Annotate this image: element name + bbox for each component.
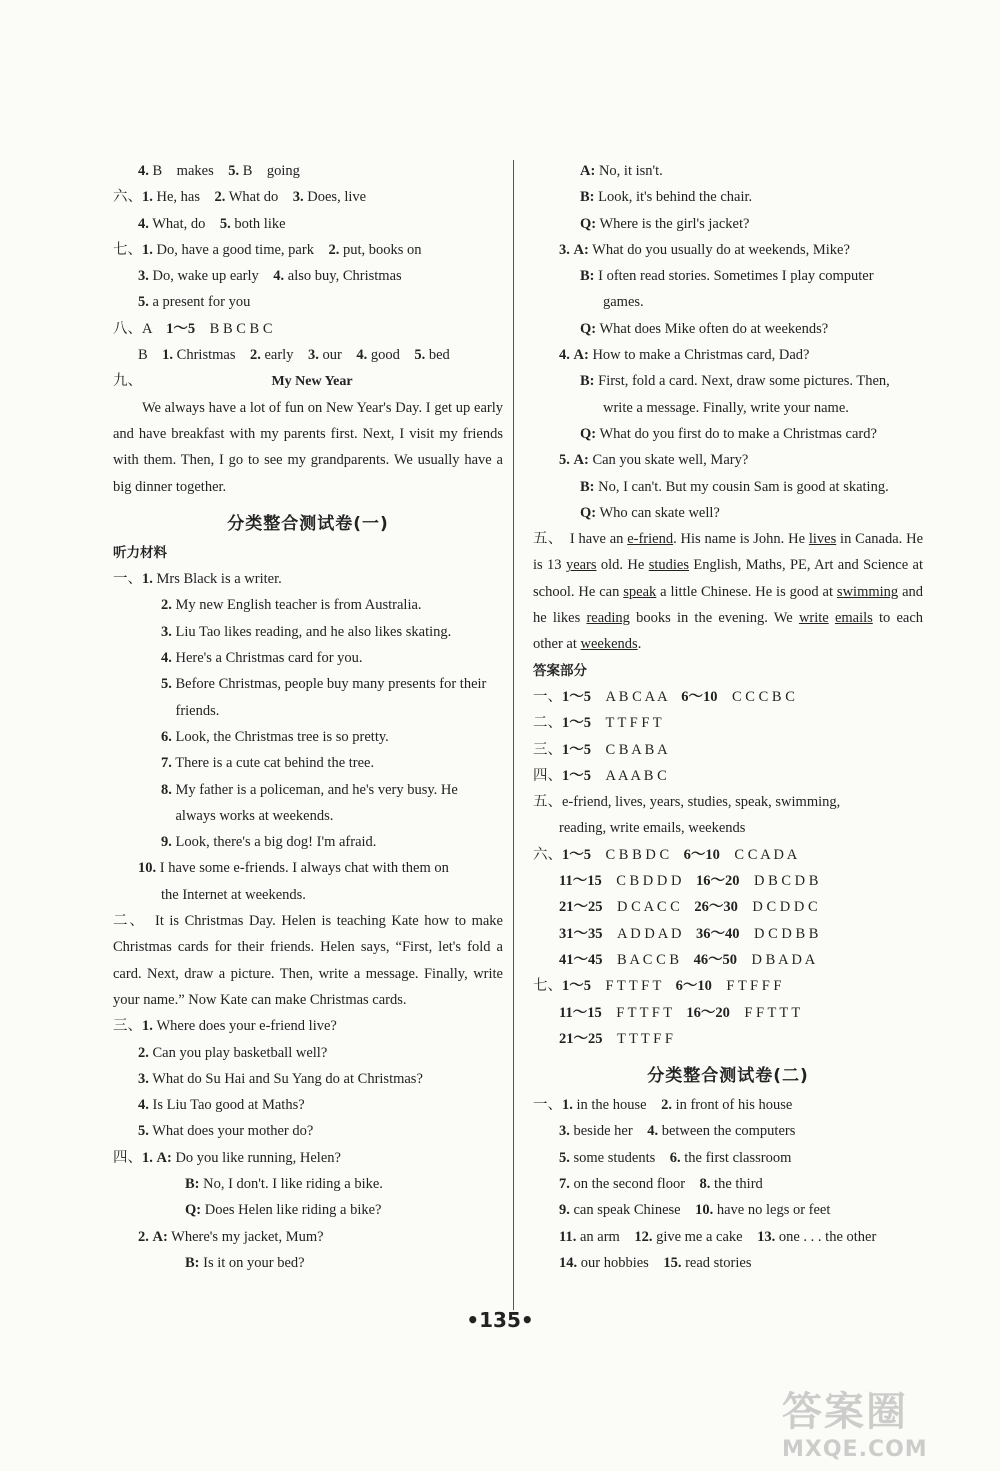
left-line: 5. a present for you [138,294,251,311]
left-line: always works at weekends. [161,807,334,824]
left-line: 4. B makes 5. B going [138,163,300,179]
left-line: 八、A 1～5 B B C B C [113,320,273,337]
left-line: 4. Here's a Christmas card for you. [161,650,363,667]
right-line: B: I often read stories. Sometimes I play computer [580,268,874,285]
right-line: 一、1～5 A B C A A 6～10 C C C B C [533,688,795,705]
left-line: friends. [161,702,220,719]
right-line: 五、e-friend, lives, years, studies, speak, swimming, [533,794,841,811]
paragraph: We always have a lot of fun on New Year's Day. I get up early and have breakfast with my parents first. Next, I visit my friends with them. Then, I go to see my grandparents. We usually have a big dinner together. [113,399,503,495]
right-line: 四、1～5 A A A B C [533,767,667,784]
paragraph: 二、 It is Christmas Day. Helen is teaching Kate how to make Christmas cards for their friends. Helen says, “First, let's fold a card. Next, draw a picture. Then, write a message. Finally, write your name.” Now Kate can make Christmas cards. [113,913,503,1008]
left-line: 2. My new English teacher is from Australia. [161,597,422,614]
left-line: B 1. Christmas 2. early 3. our 4. good 5. bed [138,347,450,364]
subheading: 答案部分 [533,662,587,679]
right-line: 11. an arm 12. give me a cake 13. one . . . the other [559,1228,877,1245]
right-line: 11～15 F T T F T 16～20 F F T T T [559,1004,801,1021]
right-line: 7. on the second floor 8. the third [559,1175,763,1192]
left-line: Q: Does Helen like riding a bike? [185,1202,382,1219]
left-line: 10. I have some e-friends. I always chat with them on [138,860,449,877]
right-line: games. [603,294,644,311]
right-line: 5. A: Can you skate well, Mary? [559,452,749,469]
left-line: 3. Do, wake up early 4. also buy, Christmas [138,268,402,285]
right-line: 三、1～5 C B A B A [533,741,668,758]
right-line: 31～35 A D D A D 36～40 D C D B B [559,925,819,942]
right-line: 3. beside her 4. between the computers [559,1123,796,1140]
left-line: 2. Can you play basketball well? [138,1044,328,1061]
left-line [113,368,503,394]
right-line: Q: What do you first do to make a Christmas card? [580,425,877,442]
left-line: 4. Is Liu Tao good at Maths? [138,1097,305,1114]
left-line: the Internet at weekends. [161,886,306,903]
right-line: write a message. Finally, write your name. [603,399,849,416]
right-line: Q: What does Mike often do at weekends? [580,320,829,337]
left-line: 4. What, do 5. both like [138,215,286,232]
left-line: B: No, I don't. I like riding a bike. [185,1175,383,1192]
section-heading: 分类整合测试卷(一) [227,513,389,534]
right-line: 4. A: How to make a Christmas card, Dad? [559,347,810,364]
right-line: 3. A: What do you usually do at weekends, Mike? [559,241,850,258]
left-line: B: Is it on your bed? [185,1254,305,1271]
right-line: 5. some students 6. the first classroom [559,1149,792,1166]
left-line: 3. Liu Tao likes reading, and he also likes skating. [161,623,452,640]
right-column [533,158,923,1276]
watermark-top: 答案圈 [782,1389,908,1435]
essay-title: My New Year [271,374,353,390]
left-line: 8. My father is a policeman, and he's very busy. He [161,781,458,798]
watermark-logo [782,1380,972,1468]
right-line: A: No, it isn't. [580,163,663,179]
left-line: 七、1. Do, have a good time, park 2. put, books on [113,241,422,258]
left-line: 一、1. Mrs Black is a writer. [113,571,282,588]
left-line: 5. What does your mother do? [138,1123,314,1140]
right-line: 六、1～5 C B B D C 6～10 C C A D A [533,846,798,863]
section-heading: 分类整合测试卷(二) [647,1066,809,1087]
right-line: B: First, fold a card. Next, draw some pictures. Then, [580,373,890,390]
left-column [113,158,503,1276]
right-line: 21～25 T T T F F [559,1030,673,1047]
left-line: 六、1. He, has 2. What do 3. Does, live [113,189,367,206]
left-line: 3. What do Su Hai and Su Yang do at Christmas? [138,1070,423,1087]
right-line: reading, write emails, weekends [559,820,746,837]
left-line: 四、1. A: Do you like running, Helen? [113,1149,341,1166]
right-line: B: Look, it's behind the chair. [580,189,753,206]
right-line: 41～45 B A C C B 46～50 D B A D A [559,951,816,968]
subheading: 听力材料 [113,544,167,561]
left-line: 2. A: Where's my jacket, Mum? [138,1228,324,1245]
right-line: B: No, I can't. But my cousin Sam is good at skating. [580,478,889,495]
watermark-bottom: MXQE.COM [782,1437,928,1462]
right-line: 七、1～5 F T T F T 6～10 F T F F F [533,978,782,995]
paragraph: 五、 I have an e-friend. His name is John. He lives in Canada. He is 13 years old. He studies English, Maths, PE, Art and Science at school. He can speak a little Chinese. He is good at swimming and he likes reading books in the evening. We write emails to each other at weekends. [533,531,924,653]
right-line: 11～15 C B D D D 16～20 D B C D B [559,873,819,890]
left-line: 9. Look, there's a big dog! I'm afraid. [161,834,377,851]
page-number: •135• [466,1308,534,1332]
section-label: 九、 [113,373,142,390]
right-line: 9. can speak Chinese 10. have no legs or feet [559,1202,831,1219]
left-line: 7. There is a cute cat behind the tree. [161,755,375,772]
right-line: Q: Who can skate well? [580,504,720,521]
left-line: 6. Look, the Christmas tree is so pretty. [161,728,389,745]
column-divider [513,160,514,1310]
left-line: 5. Before Christmas, people buy many presents for their [161,676,487,693]
right-line: 14. our hobbies 15. read stories [559,1254,752,1271]
right-line: 一、1. in the house 2. in front of his house [533,1097,793,1114]
right-line: Q: Where is the girl's jacket? [580,215,750,232]
left-line: 三、1. Where does your e-friend live? [113,1018,337,1035]
right-line: 二、1～5 T T F F T [533,715,662,732]
right-line: 21～25 D C A C C 26～30 D C D D C [559,899,818,916]
